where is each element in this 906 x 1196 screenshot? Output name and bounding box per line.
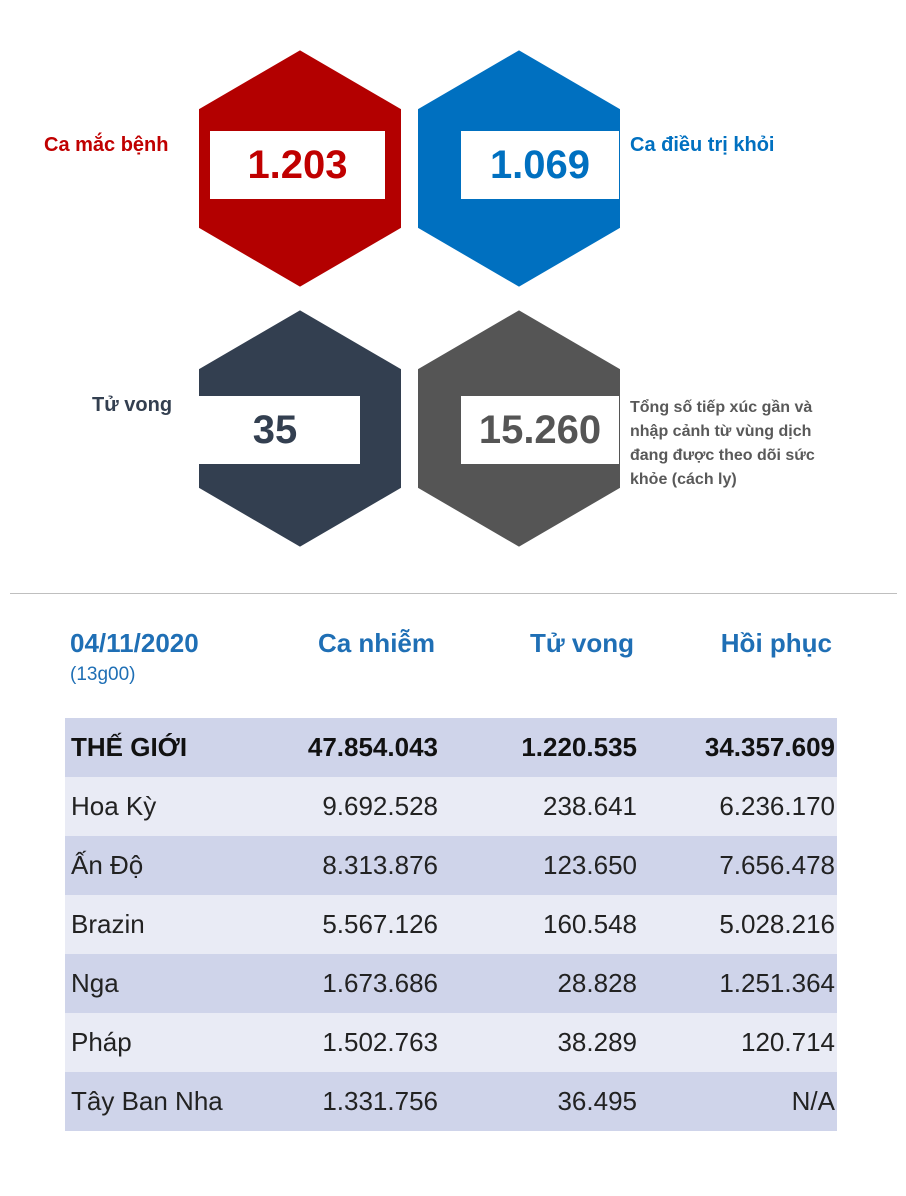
table-row — [65, 777, 837, 836]
country-name: Hoa Kỳ — [71, 791, 157, 821]
recovered-cell: 7.656.478 — [719, 850, 835, 880]
country-name: Brazin — [71, 909, 145, 939]
monitored-label: Tổng số tiếp xúc gần và nhập cảnh từ vùng dịch đang được theo dõi sức khỏe (cách ly) — [630, 399, 815, 488]
country-name: THẾ GIỚI — [71, 732, 188, 762]
deaths-cell: 36.495 — [557, 1086, 637, 1116]
table-row — [65, 1072, 837, 1131]
table-date: 04/11/2020 — [70, 628, 199, 658]
table-row — [65, 1013, 837, 1072]
recovered-value: 1.069 — [461, 131, 619, 199]
deaths-cell: 160.548 — [543, 909, 637, 939]
deaths-label: Tử vong — [92, 394, 173, 416]
cases-cell: 8.313.876 — [322, 850, 438, 880]
monitored-value: 15.260 — [461, 396, 619, 464]
header-deaths: Tử vong — [529, 628, 634, 658]
cases-cell: 5.567.126 — [322, 909, 438, 939]
header-cases: Ca nhiễm — [317, 628, 435, 658]
covid-table — [65, 718, 837, 1131]
recovered-label: Ca điều trị khỏi — [630, 134, 775, 156]
table-row — [65, 895, 837, 954]
recovered-cell: 34.357.609 — [704, 732, 835, 762]
cases-cell: 1.673.686 — [322, 968, 438, 998]
deaths-cell: 38.289 — [557, 1027, 637, 1057]
cases-cell: 1.331.756 — [322, 1086, 438, 1116]
recovered-cell: 5.028.216 — [719, 909, 835, 939]
cases-label: Ca mắc bệnh — [44, 134, 169, 156]
country-name: Nga — [71, 968, 119, 998]
deaths-cell: 238.641 — [543, 791, 637, 821]
table-time: (13g00) — [70, 664, 136, 685]
recovered-cell: 6.236.170 — [719, 791, 835, 821]
header-recovered: Hồi phục — [720, 628, 832, 658]
recovered-cell: 120.714 — [741, 1027, 835, 1057]
deaths-cell: 1.220.535 — [521, 732, 637, 762]
cases-hexagon — [195, 46, 405, 291]
table-row-world — [65, 718, 837, 777]
country-name: Pháp — [71, 1027, 132, 1057]
deaths-cell: 123.650 — [543, 850, 637, 880]
deaths-cell: 28.828 — [557, 968, 637, 998]
deaths-hexagon — [195, 306, 405, 551]
cases-value: 1.203 — [210, 131, 385, 199]
recovered-cell: 1.251.364 — [719, 968, 835, 998]
monitored-hexagon — [414, 306, 624, 551]
table-row — [65, 836, 837, 895]
divider — [10, 593, 897, 594]
cases-cell: 9.692.528 — [322, 791, 438, 821]
recovered-hexagon — [414, 46, 624, 291]
table-row — [65, 954, 837, 1013]
deaths-value: 35 — [190, 396, 360, 464]
cases-cell: 47.854.043 — [307, 732, 438, 762]
recovered-cell: N/A — [791, 1086, 835, 1116]
country-name: Ấn Độ — [71, 850, 144, 880]
country-name: Tây Ban Nha — [71, 1086, 223, 1116]
cases-cell: 1.502.763 — [322, 1027, 438, 1057]
